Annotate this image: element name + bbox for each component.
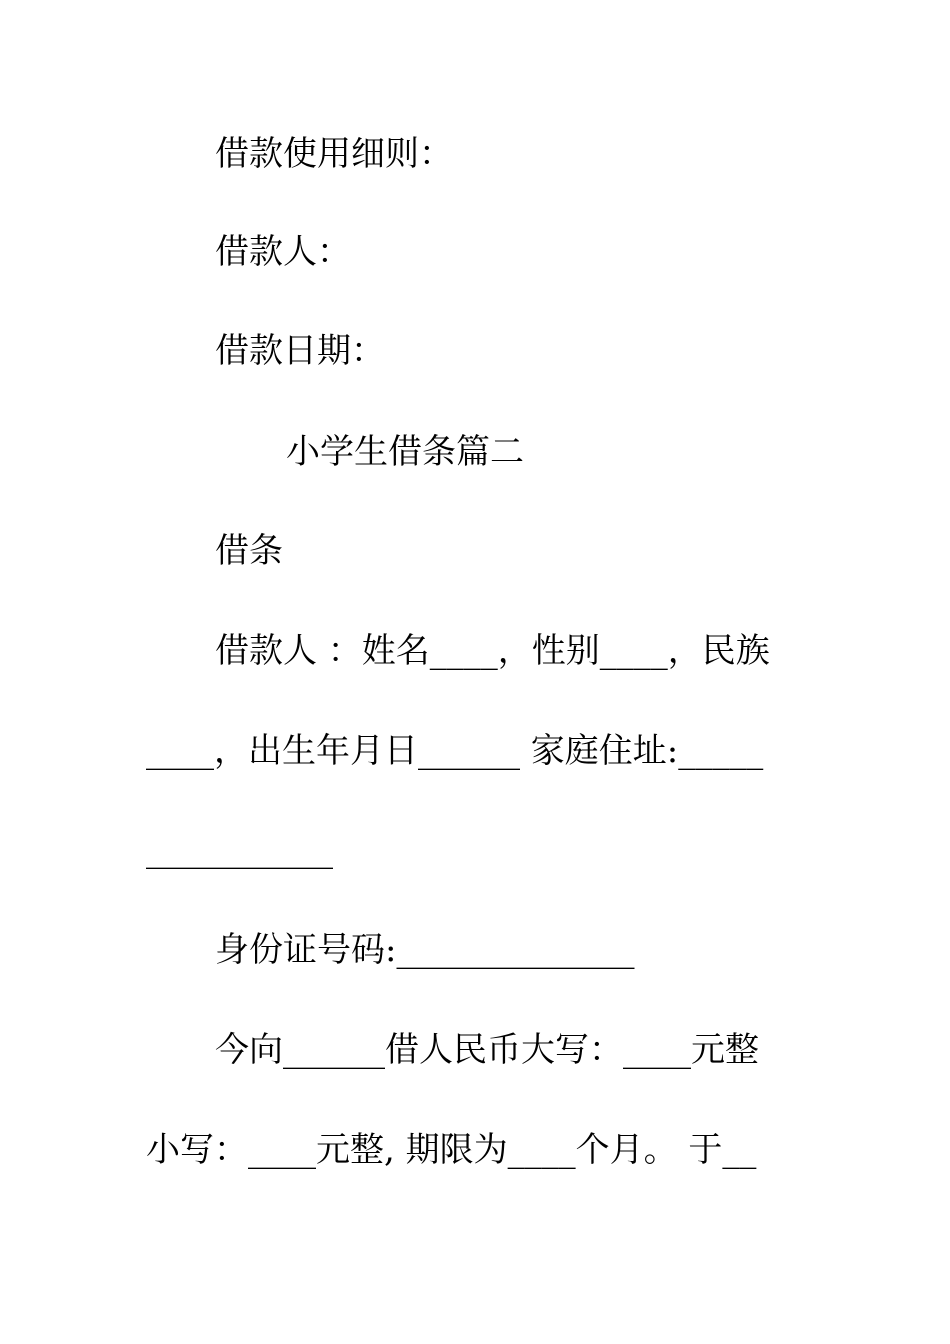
iou-title: 借条: [215, 531, 283, 571]
amount-uppercase-line: 今向______借人民币大写：____元整: [215, 1030, 759, 1070]
loan-date-line: 借款日期：: [215, 331, 385, 371]
section-heading: 小学生借条篇二: [286, 432, 524, 472]
borrower-line: 借款人：: [215, 232, 351, 272]
address-continuation-line: ___________: [146, 830, 333, 870]
loan-usage-rules-line: 借款使用细则：: [215, 134, 453, 174]
borrower-details-line: 借款人 ：姓名____，性别____，民族: [215, 631, 770, 671]
amount-lowercase-line: 小写：____元整, 期限为____个月。 于__: [146, 1130, 757, 1170]
id-number-line: 身份证号码:______________: [215, 930, 635, 970]
birth-address-line: ____，出生年月日______ 家庭住址:_____: [146, 731, 764, 771]
